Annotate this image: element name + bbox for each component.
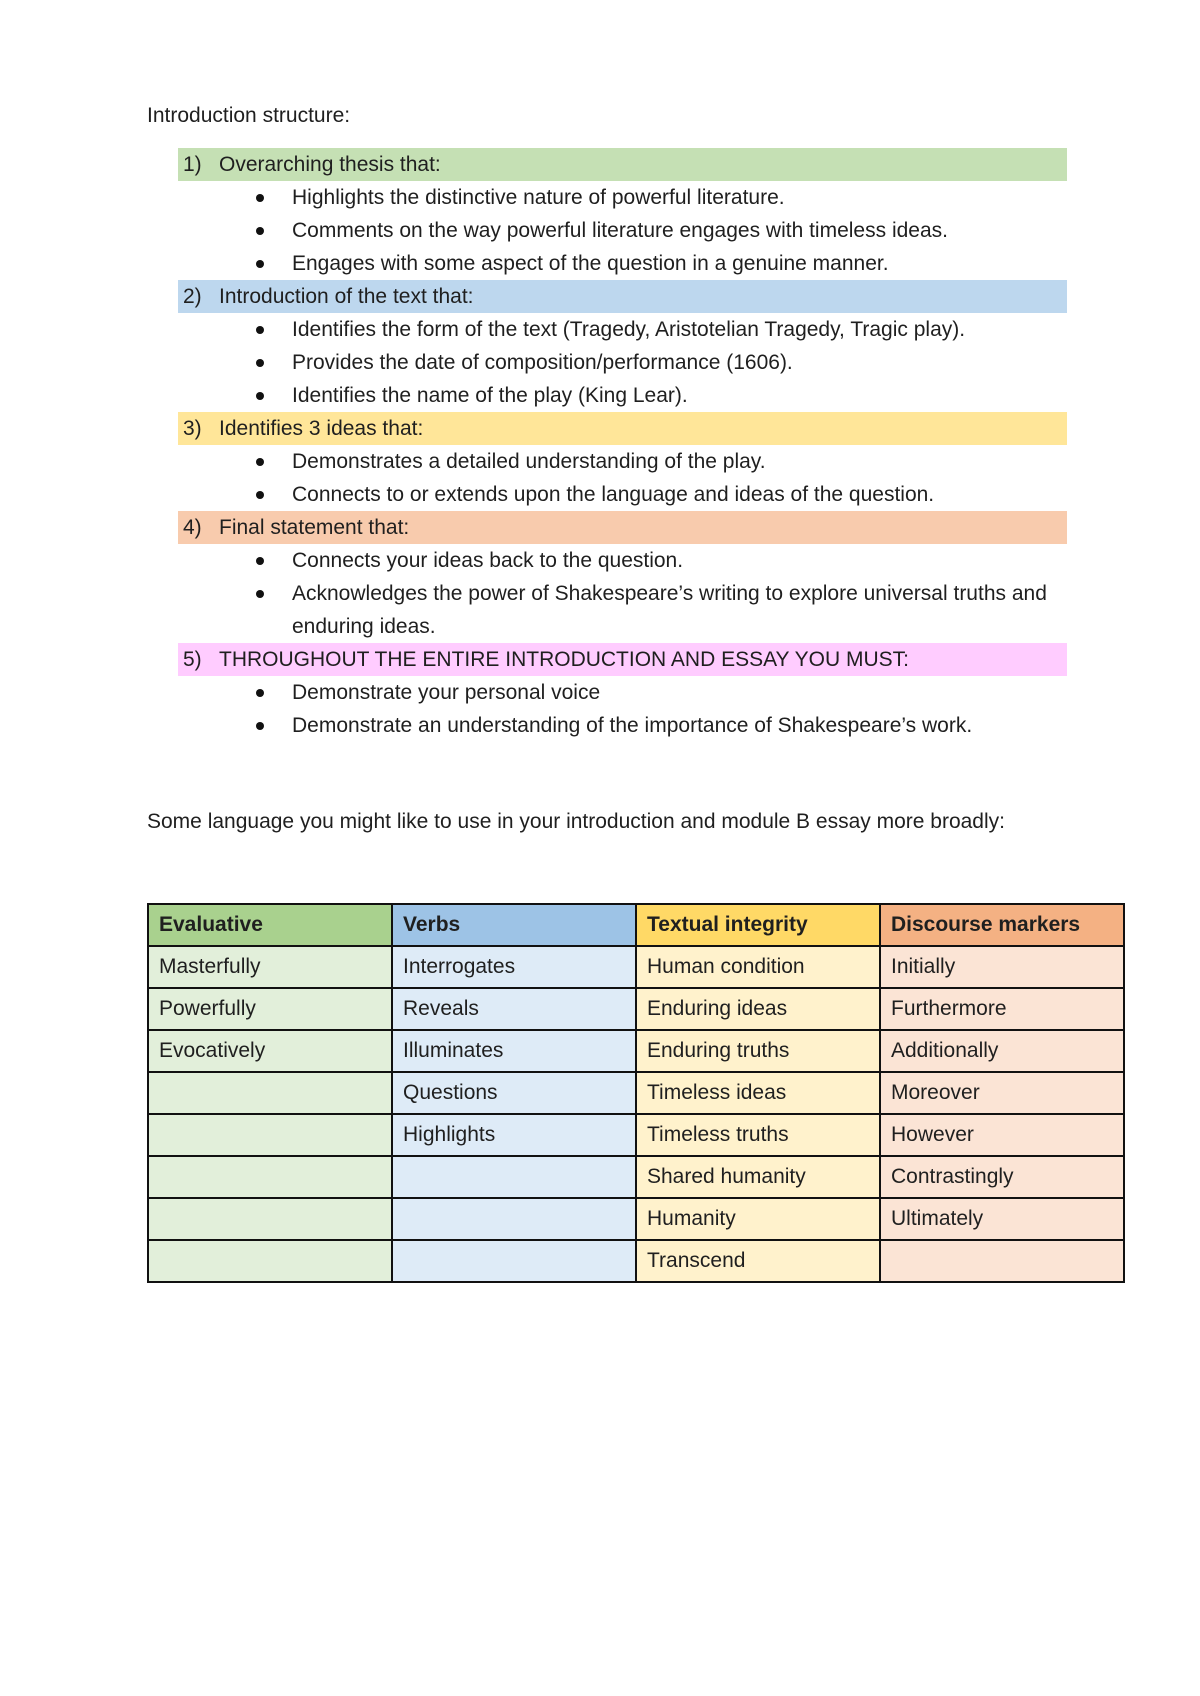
- table-cell: Contrastingly: [880, 1156, 1124, 1198]
- bullet-text: Engages with some aspect of the question in a genuine manner.: [292, 252, 889, 275]
- column-header: Evaluative: [148, 904, 392, 946]
- table-cell: Masterfully: [148, 946, 392, 988]
- table-row: [148, 1240, 1124, 1282]
- table-cell: Humanity: [636, 1198, 880, 1240]
- bullet-text: Connects your ideas back to the question.: [292, 549, 684, 572]
- table-cell: [392, 1198, 636, 1240]
- table-row: [148, 1072, 1124, 1114]
- table-cell: [148, 1198, 392, 1240]
- table-cell: Enduring truths: [636, 1030, 880, 1072]
- table-cell: Ultimately: [880, 1198, 1124, 1240]
- table-cell: Human condition: [636, 946, 880, 988]
- section-bullet-list: [0, 544, 1200, 643]
- bullet-text: Acknowledges the power of Shakespeare’s writing to explore universal truths and enduring ideas.: [292, 582, 1047, 638]
- bullet-dot-icon: [256, 326, 264, 334]
- bullet-dot-icon: [256, 359, 264, 367]
- bullet-item: [292, 478, 1052, 511]
- language-intro-text: Some language you might like to use in your introduction and module B essay more broadly:: [147, 810, 1005, 833]
- table-cell: Shared humanity: [636, 1156, 880, 1198]
- table-row: [148, 1198, 1124, 1240]
- section-number: 3): [183, 417, 202, 440]
- section-heading-4: [178, 511, 1067, 544]
- bullet-dot-icon: [256, 491, 264, 499]
- table-cell: Transcend: [636, 1240, 880, 1282]
- bullet-dot-icon: [256, 227, 264, 235]
- table-cell: Illuminates: [392, 1030, 636, 1072]
- bullet-text: Identifies the form of the text (Tragedy, Aristotelian Tragedy, Tragic play).: [292, 318, 966, 341]
- column-header: Discourse markers: [880, 904, 1124, 946]
- bullet-item: [292, 676, 1052, 709]
- section-number: 1): [183, 153, 202, 176]
- section-number: 5): [183, 648, 202, 671]
- intro-structure-heading: Introduction structure:: [147, 104, 351, 127]
- table-cell: Powerfully: [148, 988, 392, 1030]
- bullet-dot-icon: [256, 722, 264, 730]
- bullet-item: [292, 445, 1052, 478]
- section-number: 2): [183, 285, 202, 308]
- language-table: [147, 903, 1125, 1283]
- column-header: Verbs: [392, 904, 636, 946]
- table-row: [148, 946, 1124, 988]
- bullet-item: [292, 544, 1052, 577]
- table-cell: Initially: [880, 946, 1124, 988]
- table-cell: Evocatively: [148, 1030, 392, 1072]
- bullet-item: [292, 709, 1052, 742]
- table-cell: Timeless ideas: [636, 1072, 880, 1114]
- table-cell: [392, 1240, 636, 1282]
- bullet-dot-icon: [256, 590, 264, 598]
- table-cell: Highlights: [392, 1114, 636, 1156]
- bullet-dot-icon: [256, 689, 264, 697]
- section-bullet-list: [0, 313, 1200, 412]
- bullet-text: Demonstrates a detailed understanding of the play.: [292, 450, 766, 473]
- table-cell: Questions: [392, 1072, 636, 1114]
- table-cell: [148, 1114, 392, 1156]
- table-cell: [392, 1156, 636, 1198]
- section-heading-5: [178, 643, 1067, 676]
- bullet-text: Comments on the way powerful literature engages with timeless ideas.: [292, 219, 948, 242]
- table-cell: [148, 1072, 392, 1114]
- table-cell: Enduring ideas: [636, 988, 880, 1030]
- bullet-text: Connects to or extends upon the language and ideas of the question.: [292, 483, 935, 506]
- bullet-item: [292, 577, 1052, 643]
- bullet-dot-icon: [256, 260, 264, 268]
- table-cell: Moreover: [880, 1072, 1124, 1114]
- bullet-text: Provides the date of composition/performance (1606).: [292, 351, 793, 374]
- table-cell: Timeless truths: [636, 1114, 880, 1156]
- table-cell: Reveals: [392, 988, 636, 1030]
- section-title: Identifies 3 ideas that:: [219, 417, 424, 440]
- table-header-row: [148, 904, 1124, 946]
- bullet-item: [292, 313, 1052, 346]
- bullet-dot-icon: [256, 557, 264, 565]
- table-cell: Additionally: [880, 1030, 1124, 1072]
- section-bullet-list: [0, 676, 1200, 742]
- table-cell: [148, 1156, 392, 1198]
- table-cell: Furthermore: [880, 988, 1124, 1030]
- table-cell: [880, 1240, 1124, 1282]
- bullet-text: Demonstrate an understanding of the importance of Shakespeare’s work.: [292, 714, 973, 737]
- table-cell: Interrogates: [392, 946, 636, 988]
- bullet-item: [292, 247, 1052, 280]
- section-bullet-list: [0, 445, 1200, 511]
- section-heading-1: [178, 148, 1067, 181]
- table-row: [148, 988, 1124, 1030]
- table-row: [148, 1030, 1124, 1072]
- bullet-text: Highlights the distinctive nature of powerful literature.: [292, 186, 785, 209]
- section-title: Final statement that:: [219, 516, 410, 539]
- column-header: Textual integrity: [636, 904, 880, 946]
- section-title: Introduction of the text that:: [219, 285, 474, 308]
- bullet-item: [292, 379, 1052, 412]
- section-bullet-list: [0, 181, 1200, 280]
- bullet-item: [292, 346, 1052, 379]
- bullet-item: [292, 181, 1052, 214]
- section-number: 4): [183, 516, 202, 539]
- section-heading-2: [178, 280, 1067, 313]
- table-cell: However: [880, 1114, 1124, 1156]
- bullet-text: Demonstrate your personal voice: [292, 681, 601, 704]
- bullet-dot-icon: [256, 392, 264, 400]
- intro-structure-list: [0, 148, 1200, 742]
- section-title: Overarching thesis that:: [219, 153, 441, 176]
- table-cell: [148, 1240, 392, 1282]
- section-title: THROUGHOUT THE ENTIRE INTRODUCTION AND ESSAY YOU MUST:: [219, 648, 909, 671]
- table-row: [148, 1114, 1124, 1156]
- bullet-dot-icon: [256, 458, 264, 466]
- bullet-item: [292, 214, 1052, 247]
- section-heading-3: [178, 412, 1067, 445]
- table-row: [148, 1156, 1124, 1198]
- bullet-dot-icon: [256, 194, 264, 202]
- bullet-text: Identifies the name of the play (King Lear).: [292, 384, 688, 407]
